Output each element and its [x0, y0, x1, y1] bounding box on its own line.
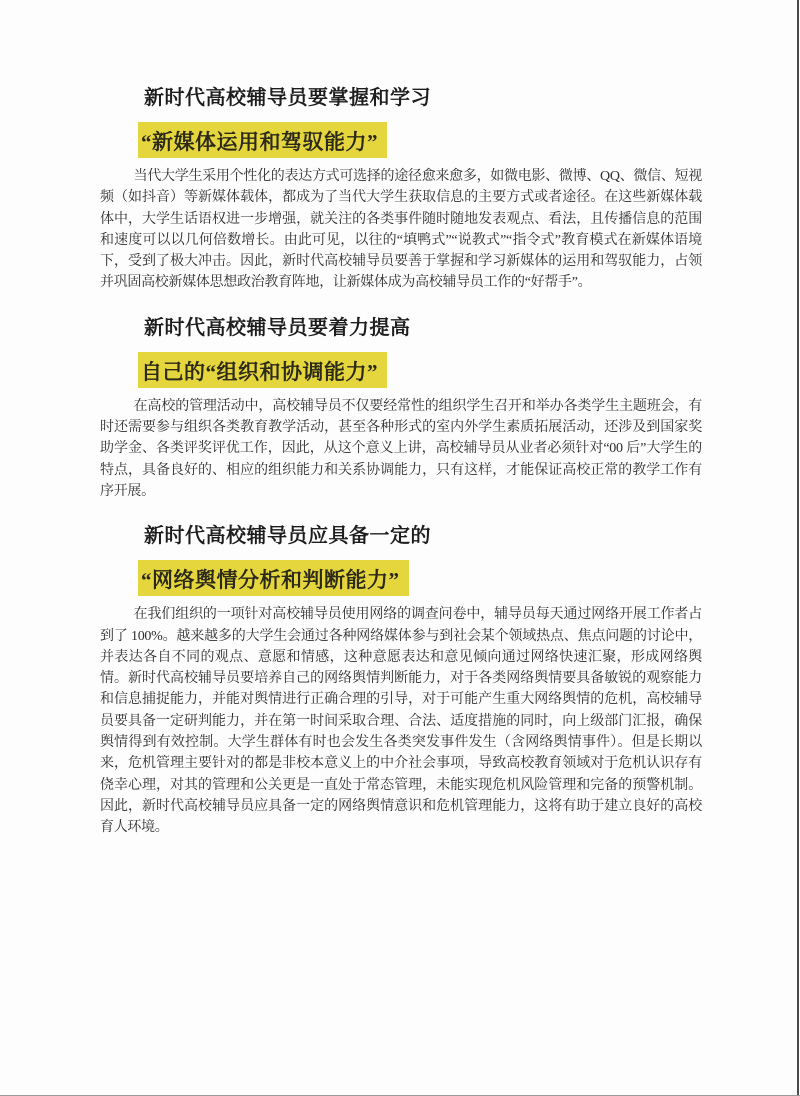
- document-content: [100, 0, 702, 839]
- section-paragraph: 当代大学生采用个性化的表达方式可选择的途径愈来愈多，如微电影、微博、QQ、微信、短视频（如抖音）等新媒体载体，都成为了当代大学生获取信息的主要方式或者途径。在这些新媒体载体中，大学生话语权进一步增强，就关注的各类事件随时随地发表观点、看法，且传播信息的范围和速度可以以几何倍数增长。由此可见，以往的“填鸭式”“说教式”“指令式”教育模式在新媒体语境下，受到了极大冲击。因此，新时代高校辅导员要善于掌握和学习新媒体的运用和驾驭能力，占领并巩固高校新媒体思想政治教育阵地，让新媒体成为高校辅导员工作的“好帮手”。: [100, 169, 702, 291]
- section-public-opinion-skills: [100, 524, 702, 838]
- highlight-row: [138, 352, 702, 388]
- section-heading: 新时代高校辅导员要着力提高: [144, 316, 411, 339]
- section-subheading-highlight: 自己的“组织和协调能力”: [138, 352, 387, 388]
- highlight-row: [138, 560, 702, 596]
- section-paragraph: 在我们组织的一项针对高校辅导员使用网络的调查问卷中，辅导员每天通过网络开展工作者占到了 100%。越来越多的大学生会通过各种网络媒体参与到社会某个领域热点、焦点问题的讨论中，并表达各自不同的观点、意愿和情感，这种意愿表达和意见倾向通过网络快速汇聚，形成网络舆情。新时代高校辅导员要培养自己的网络舆情判断能力，对于各类网络舆情要具备敏锐的观察能力和信息捕捉能力，并能对舆情进行正确合理的引导，对于可能产生重大网络舆情的危机，高校辅导员要具备一定研判能力，并在第一时间采取合理、合法、适度措施的同时，向上级部门汇报，确保舆情得到有效控制。大学生群体有时也会发生各类突发事件发生（含网络舆情事件）。但是长期以来，危机管理主要针对的都是非校本意义上的中介社会事项，导致高校教育领域对于危机认识存有侥幸心理，对其的管理和公关更是一直处于常态管理，未能实现危机风险管理和完备的预警机制。因此，新时代高校辅导员应具备一定的网络舆情意识和危机管理能力，这将有助于建立良好的高校育人环境。: [100, 607, 702, 836]
- section-subheading-highlight: “网络舆情分析和判断能力”: [138, 560, 409, 596]
- section-heading: 新时代高校辅导员应具备一定的: [144, 525, 431, 548]
- photo-right-edge-line: [797, 0, 799, 1096]
- section-new-media-skills: [100, 86, 702, 294]
- section-organization-skills: [100, 316, 702, 502]
- section-subheading-highlight: “新媒体运用和驾驭能力”: [138, 122, 387, 158]
- section-paragraph: 在高校的管理活动中，高校辅导员不仅要经常性的组织学生召开和举办各类学生主题班会，有时还需要参与组织各类教育教学活动，甚至各种形式的室内外学生素质拓展活动，还涉及到国家奖助学金、各类评奖评优工作，因此，从这个意义上讲，高校辅导员从业者必须针对“00 后”大学生的特点，具备良好的、相应的组织能力和关系协调能力，只有这样，才能保证高校正常的教学工作有序开展。: [100, 398, 702, 499]
- highlight-row: [138, 122, 702, 158]
- section-heading: 新时代高校辅导员要掌握和学习: [144, 87, 431, 109]
